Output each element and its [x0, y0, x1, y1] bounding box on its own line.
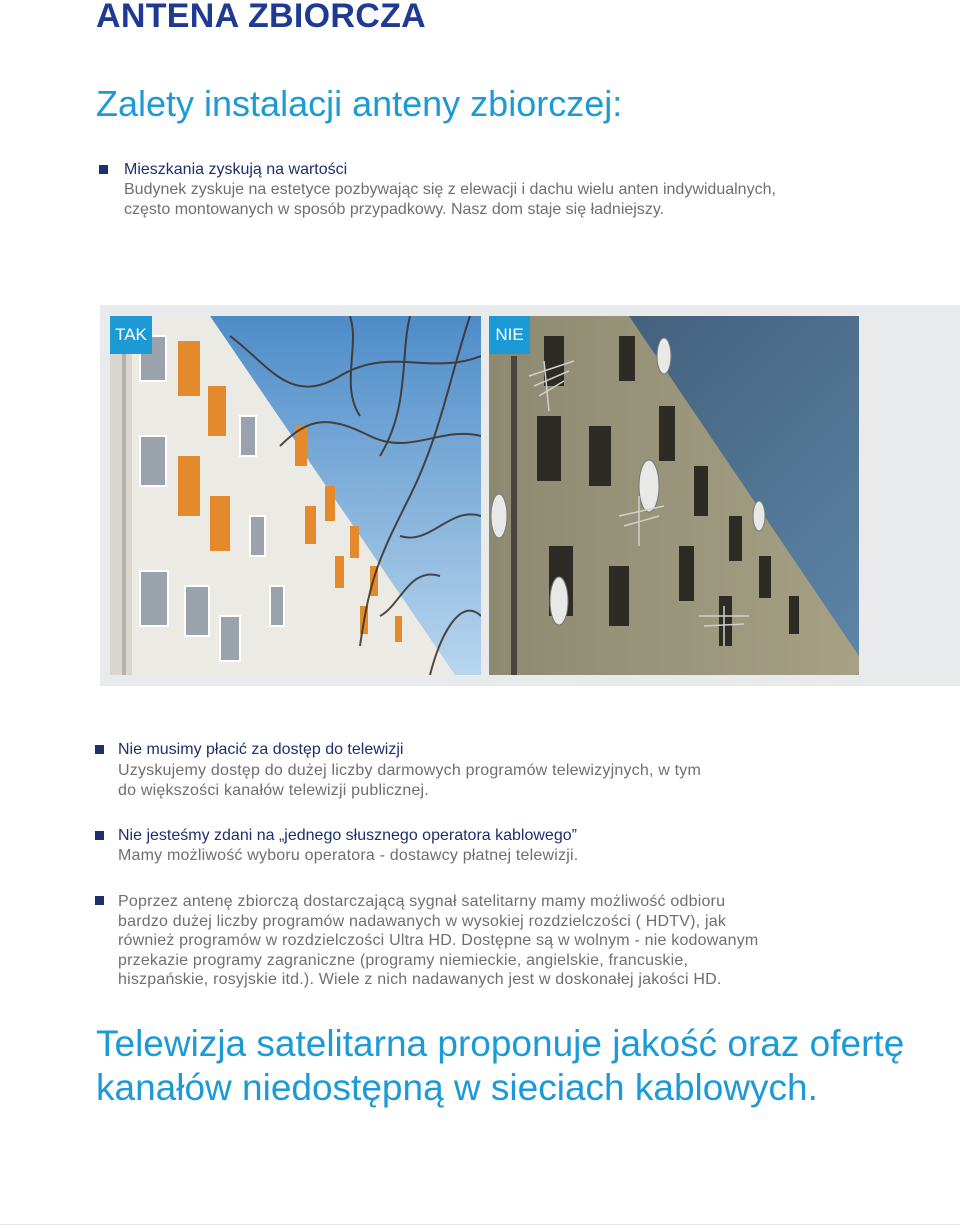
advantages-heading: Zalety instalacji anteny zbiorczej: — [96, 83, 623, 124]
advantage-title-value: Nie jesteśmy zdani na „jednego słusznego operatora kablowego” — [118, 827, 577, 844]
closing-line-2: kanałów niedostępną w sieciach kablowych. — [96, 1067, 818, 1108]
advantage-title-value: Nie musimy płacić za dostęp do telewizji — [118, 741, 404, 758]
advantage-text-value: Uzyskujemy dostęp do dużej liczby darmowych programów telewizyjnych, w tym do większości kanałów telewizji publicznej. — [118, 762, 702, 799]
advantage-text-value: Budynek zyskuje na estetyce pozbywając się z elewacji i dachu wielu anten indywidualnych, często montowanych w sposób przypadkowy. Nasz dom staje się ładniejszy. — [124, 181, 776, 218]
closing-statement — [96, 1022, 936, 1110]
advantage-text-value: Poprzez antenę zbiorczą dostarczającą sygnał satelitarny mamy możliwość odbioru bardzo dużej liczby programów nadawanych w wysokiej rozdzielczości ( HDTV), jak również programów w rozdzielczości Ultra HD. Dostępne są w wolnym - nie kodowanym przekazie programy zagraniczne (programy niemieckie, angielskie, francuskie, hiszpańskie, rosyjskie itd.). Wiele z nich nadawanych jest w doskonałej jakości HD. — [118, 893, 759, 988]
bullet-square-icon — [95, 831, 104, 840]
closing-line-1: Telewizja satelitarna proponuje jakość oraz ofertę — [96, 1023, 905, 1064]
tak-label: TAK — [110, 316, 152, 354]
advantage-title-value: Mieszkania zyskują na wartości — [124, 161, 348, 178]
bullet-square-icon — [95, 896, 104, 905]
page-bottom-divider — [0, 1224, 960, 1225]
bullet-square-icon — [99, 165, 108, 174]
bullet-square-icon — [95, 745, 104, 754]
page-title: ANTENA ZBIORCZA — [96, 0, 426, 35]
photo-nie-building — [489, 316, 859, 675]
advantage-text-value: Mamy możliwość wyboru operatora - dostawcy płatnej telewizji. — [118, 847, 579, 864]
nie-label: NIE — [489, 316, 530, 354]
photo-tak-building — [110, 316, 481, 675]
